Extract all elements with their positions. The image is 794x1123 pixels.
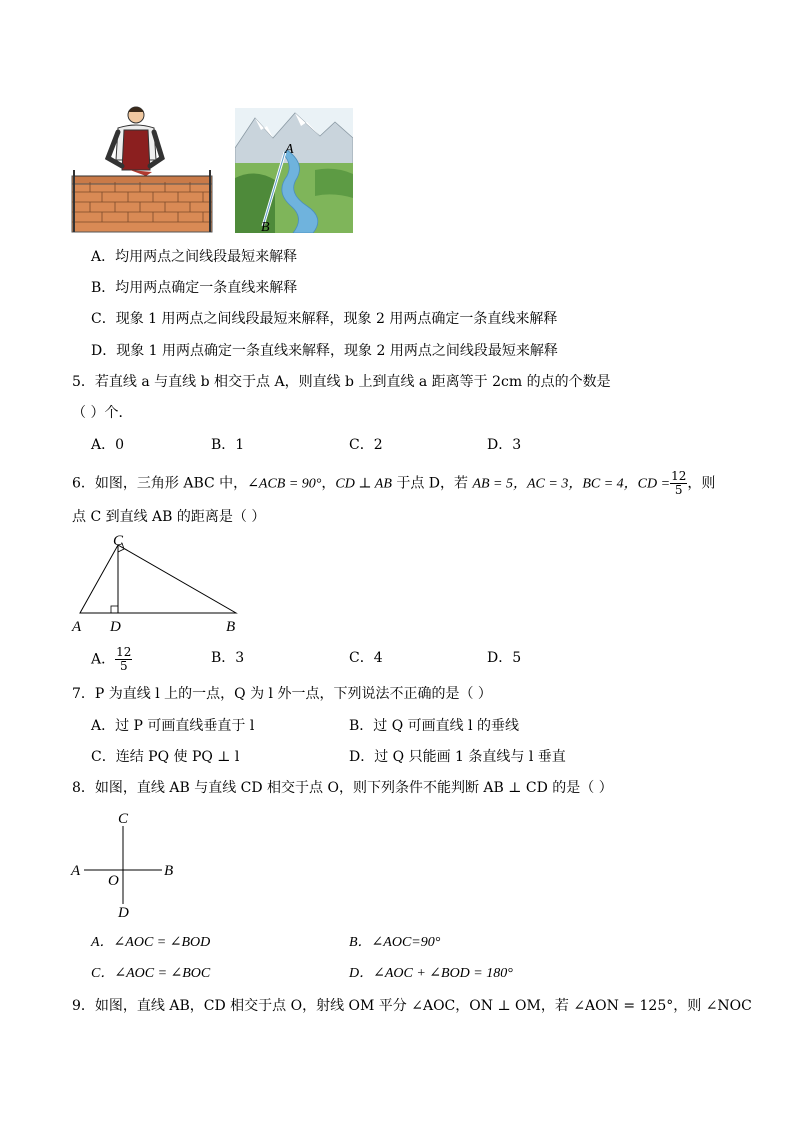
q6-given: AB = 5，AC = 3，BC = 4，CD = [472, 476, 671, 492]
q6-option-a-fraction [115, 646, 132, 673]
q6-option-a-den: 5 [119, 659, 128, 673]
q6-prefix: 6．如图，三角形 ABC 中， [72, 475, 248, 492]
q7-option-d: D．过 Q 只能画 1 条直线与 l 垂直 [349, 749, 566, 765]
q6-frac-num: 12 [671, 469, 687, 483]
landscape-figure [235, 108, 353, 233]
q4-option-c: C．现象 1 用两点之间线段最短来解释，现象 2 用两点确定一条直线来解释 [91, 311, 558, 327]
q6-option-a-num: 12 [116, 645, 132, 659]
q5-option-b: B．1 [211, 437, 245, 453]
fig8-label-b: B [164, 863, 174, 879]
q5-option-c: C．2 [349, 437, 383, 453]
intersecting-lines-figure [68, 808, 188, 923]
triangle-label-b: B [226, 619, 236, 635]
q4-option-a: A．均用两点之间线段最短来解释 [91, 249, 298, 265]
q8-stem: 8．如图，直线 AB 与直线 CD 相交于点 O，则下列条件不能判断 AB ⊥ CD 的是（ ） [72, 780, 613, 796]
q5-option-a: A．0 [91, 437, 125, 453]
triangle-label-c: C [113, 533, 124, 549]
q6-suffix: ，则 [687, 475, 716, 492]
fig8-label-o: O [108, 873, 119, 889]
q6-stem [72, 470, 715, 497]
q6-sep: ， [321, 475, 336, 492]
bricklayer-figure [70, 100, 215, 235]
q5-stem-line2: （ ）个． [72, 405, 133, 421]
q7-option-b: B．过 Q 可画直线 l 的垂线 [349, 718, 520, 734]
q6-angle: ∠ACB = 90° [247, 476, 322, 492]
q6-perp: CD ⊥ AB [335, 476, 392, 492]
q7-option-c: C．连结 PQ 使 PQ ⊥ l [91, 749, 240, 765]
fig8-label-d: D [118, 905, 129, 921]
fig8-label-a: A [71, 863, 81, 879]
q7-stem: 7．P 为直线 l 上的一点，Q 为 l 外一点，下列说法不正确的是（ ） [72, 686, 492, 702]
q9-stem: 9．如图，直线 AB，CD 相交于点 O，射线 OM 平分 ∠AOC，ON ⊥ OM，若 ∠AON = 125°，则 ∠NOC [72, 998, 752, 1014]
q6-fraction [670, 470, 687, 497]
landscape-label-a: A [285, 142, 294, 157]
q6-stem-line2: 点 C 到直线 AB 的距离是（ ） [72, 509, 266, 525]
q6-frac-den: 5 [674, 483, 683, 497]
triangle-label-d: D [110, 619, 121, 635]
bricklayer-icon [70, 100, 215, 235]
fig8-label-c: C [118, 811, 129, 827]
q6-option-c: C．4 [349, 650, 383, 666]
q8-option-a: A．∠AOC = ∠BOD [91, 935, 211, 950]
q5-stem: 5．若直线 a 与直线 b 相交于点 A，则直线 b 上到直线 a 距离等于 2cm 的点的个数是 [72, 374, 611, 390]
triangle-label-a: A [72, 619, 82, 635]
q7-option-a: A．过 P 可画直线垂直于 l [91, 718, 255, 734]
q6-mid: 于点 D，若 [391, 475, 473, 492]
q8-option-b: B．∠AOC=90° [349, 935, 441, 950]
q6-option-a [91, 646, 132, 673]
landscape-label-b: B [261, 220, 270, 233]
q6-option-a-prefix: A． [91, 651, 116, 668]
triangle-figure [70, 533, 245, 638]
q6-option-d: D．5 [487, 650, 522, 666]
q4-option-b: B．均用两点确定一条直线来解释 [91, 280, 298, 296]
q5-option-d: D．3 [487, 437, 522, 453]
q6-option-b: B．3 [211, 650, 245, 666]
q8-option-c: C．∠AOC = ∠BOC [91, 966, 211, 981]
river-landscape-icon [235, 108, 353, 233]
q4-option-d: D．现象 1 用两点确定一条直线来解释，现象 2 用两点之间线段最短来解释 [91, 343, 558, 359]
q8-option-d: D．∠AOC + ∠BOD = 180° [349, 966, 513, 981]
